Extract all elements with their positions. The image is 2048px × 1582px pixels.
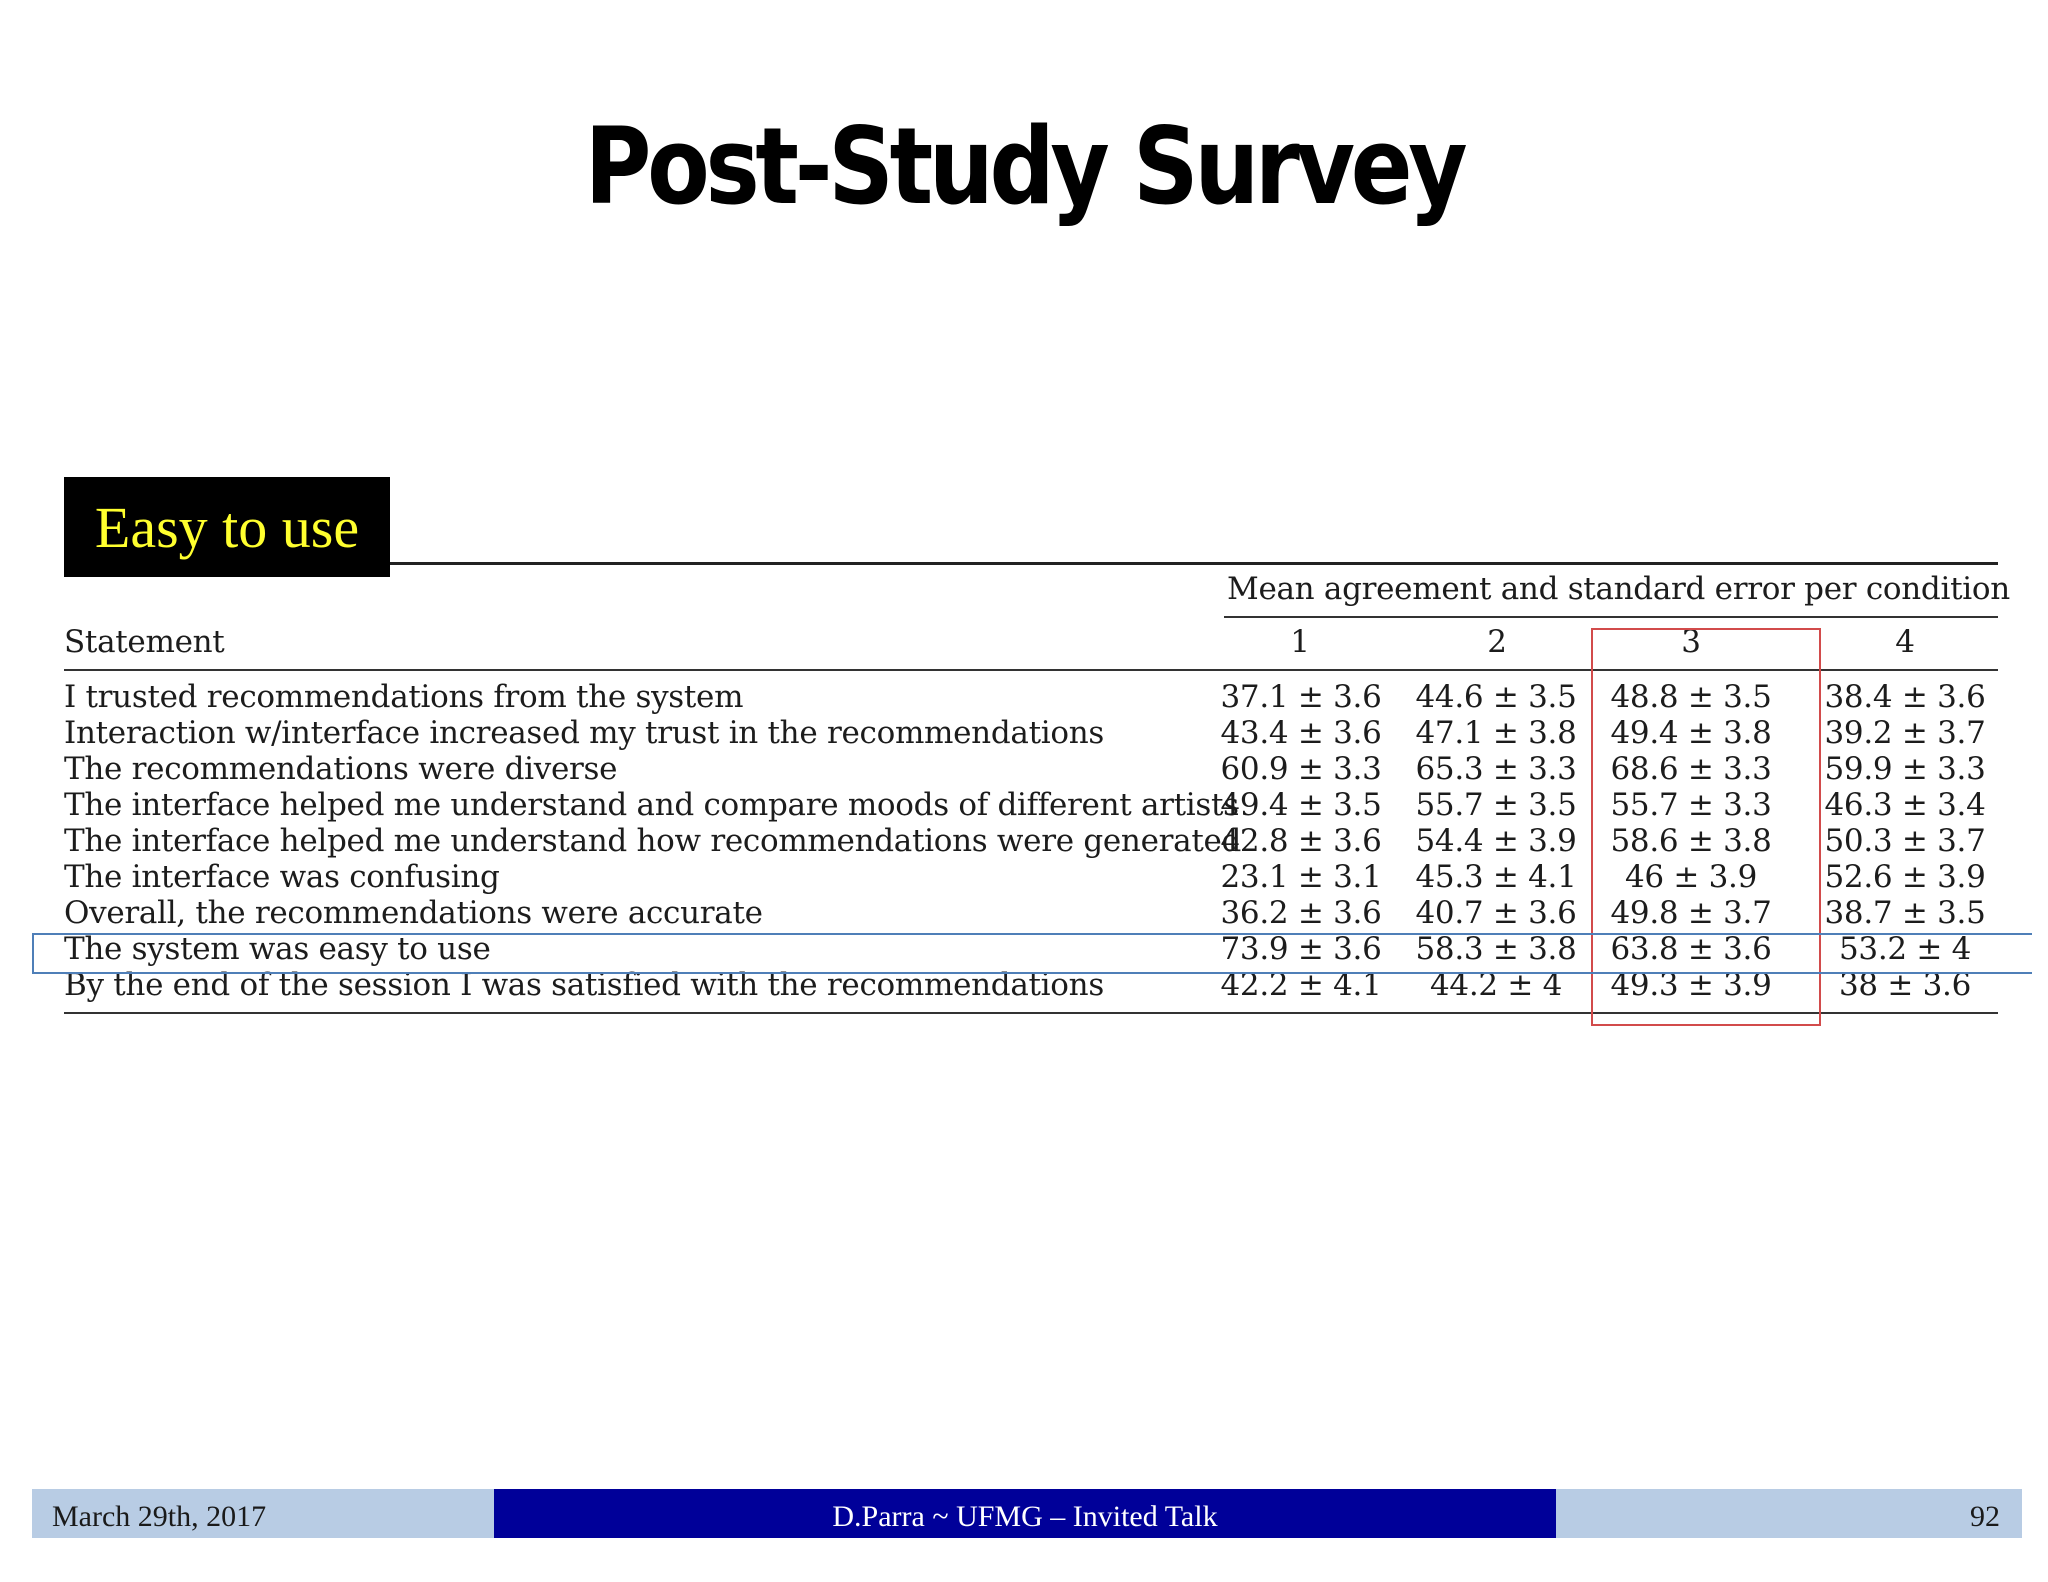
- footer-page-number: 92: [1970, 1500, 2000, 1533]
- table-cell: 55.7 ± 3.5: [1415, 787, 1577, 823]
- table-row-statement: The interface helped me understand how recommendations were generated: [64, 823, 1242, 859]
- table-cell: 43.4 ± 3.6: [1220, 715, 1382, 751]
- table-cell: 58.6 ± 3.8: [1610, 823, 1772, 859]
- table-cell: 38.4 ± 3.6: [1824, 679, 1986, 715]
- condition-header-2: 2: [1487, 624, 1507, 660]
- table-cell: 68.6 ± 3.3: [1610, 751, 1772, 787]
- table-cell: 60.9 ± 3.3: [1220, 751, 1382, 787]
- table-cell: 38.7 ± 3.5: [1824, 895, 1986, 931]
- table-row-statement: Overall, the recommendations were accurate: [64, 895, 763, 931]
- table-cell: 54.4 ± 3.9: [1415, 823, 1577, 859]
- table-row-statement: By the end of the session I was satisfied with the recommendations: [64, 967, 1104, 1003]
- table-cell: 37.1 ± 3.6: [1220, 679, 1382, 715]
- table-cell: 36.2 ± 3.6: [1220, 895, 1382, 931]
- table-row-statement: The interface was confusing: [64, 859, 500, 895]
- table-cell: 45.3 ± 4.1: [1415, 859, 1577, 895]
- table-cell: 49.3 ± 3.9: [1610, 967, 1772, 1003]
- table-cell: 58.3 ± 3.8: [1415, 931, 1577, 967]
- table-cell: 46 ± 3.9: [1624, 859, 1758, 895]
- easy-to-use-row-highlight-box: [32, 933, 2032, 974]
- slide-title: Post-Study Survey: [584, 105, 1464, 228]
- table-cell: 46.3 ± 3.4: [1824, 787, 1986, 823]
- table-cell: 44.2 ± 4: [1429, 967, 1563, 1003]
- statement-header: Statement: [64, 624, 225, 660]
- table-row-statement: The system was easy to use: [64, 931, 491, 967]
- condition-header-1: 1: [1290, 624, 1310, 660]
- footer-date: March 29th, 2017: [52, 1500, 267, 1533]
- table-row-statement: Interaction w/interface increased my trust in the recommendations: [64, 715, 1104, 751]
- table-cell: 48.8 ± 3.5: [1610, 679, 1772, 715]
- table-cell: 63.8 ± 3.6: [1610, 931, 1772, 967]
- table-cell: 38 ± 3.6: [1838, 967, 1972, 1003]
- table-cell: 53.2 ± 4: [1838, 931, 1972, 967]
- table-row-statement: The recommendations were diverse: [64, 751, 618, 787]
- table-cell: 39.2 ± 3.7: [1824, 715, 1986, 751]
- table-cell: 65.3 ± 3.3: [1415, 751, 1577, 787]
- table-cell: 42.8 ± 3.6: [1220, 823, 1382, 859]
- table-cell: 50.3 ± 3.7: [1824, 823, 1986, 859]
- easy-to-use-badge: Easy to use: [64, 477, 390, 577]
- table-row-statement: The interface helped me understand and compare moods of different artists: [64, 787, 1239, 823]
- table-cell: 42.2 ± 4.1: [1220, 967, 1382, 1003]
- group-header-rule: [1224, 616, 1998, 618]
- group-header: Mean agreement and standard error per condition: [1227, 571, 2010, 607]
- footer-talk-title: D.Parra ~ UFMG – Invited Talk: [832, 1500, 1218, 1533]
- table-cell: 40.7 ± 3.6: [1415, 895, 1577, 931]
- table-cell: 49.8 ± 3.7: [1610, 895, 1772, 931]
- table-cell: 49.4 ± 3.5: [1220, 787, 1382, 823]
- table-top-rule: [390, 562, 1998, 565]
- table-cell: 52.6 ± 3.9: [1824, 859, 1986, 895]
- condition-header-3: 3: [1681, 624, 1701, 660]
- table-cell: 44.6 ± 3.5: [1415, 679, 1577, 715]
- table-cell: 59.9 ± 3.3: [1824, 751, 1986, 787]
- table-cell: 23.1 ± 3.1: [1220, 859, 1382, 895]
- table-cell: 55.7 ± 3.3: [1610, 787, 1772, 823]
- table-cell: 49.4 ± 3.8: [1610, 715, 1772, 751]
- condition-header-4: 4: [1895, 624, 1915, 660]
- table-row-statement: I trusted recommendations from the system: [64, 679, 744, 715]
- table-cell: 73.9 ± 3.6: [1220, 931, 1382, 967]
- table-cell: 47.1 ± 3.8: [1415, 715, 1577, 751]
